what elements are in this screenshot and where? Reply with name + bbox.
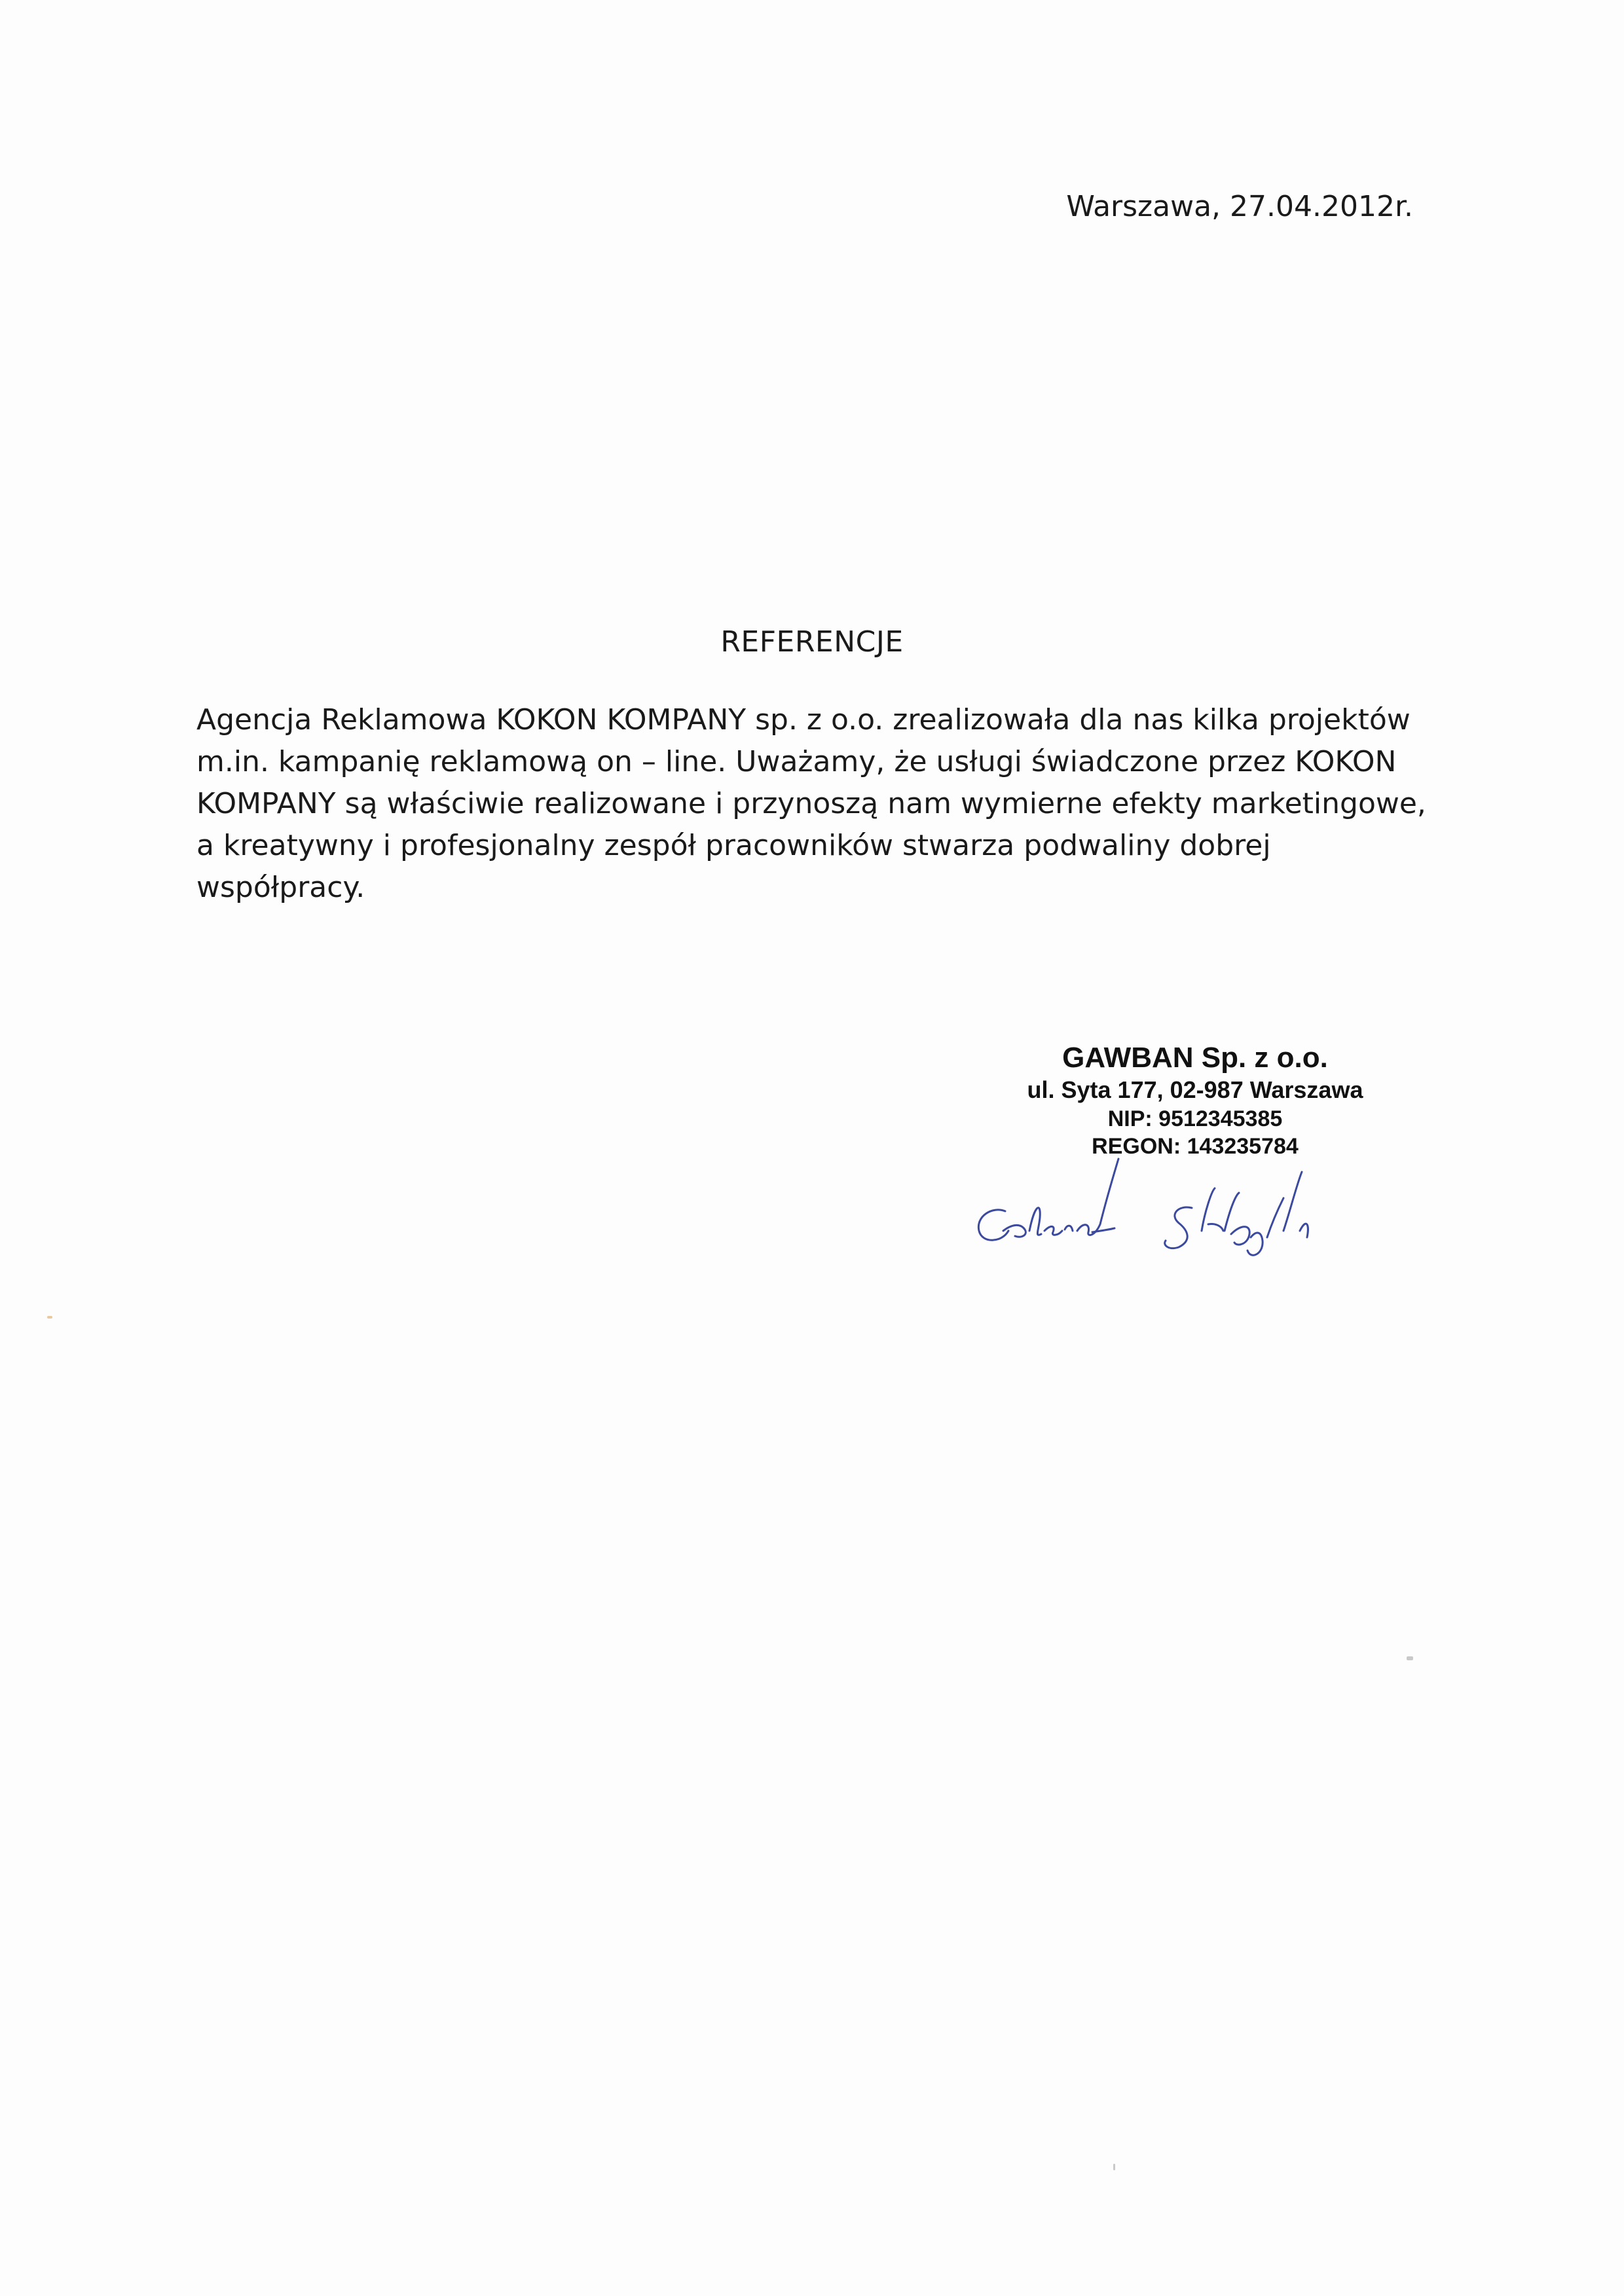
stamp-nip: NIP: 9512345385 (1107, 1106, 1283, 1131)
stamp-regon: REGON: 143235784 (1092, 1134, 1299, 1159)
letter-date: Warszawa, 27.04.2012r. (1066, 190, 1413, 223)
letter-title: REFERENCJE (720, 625, 904, 659)
letter-body: Agencja Reklamowa KOKON KOMPANY sp. z o.o. zrealizowała dla nas kilka projektów m.in. kampanię reklamową on – line. Uważamy, że usługi świadczone przez KOKON KOMPANY są właściwie realizowane i przynoszą nam wymierne efekty marketingowe, a kreatywny i profesjonalny zespół pracowników stwarza podwaliny dobrej współpracy. (196, 703, 1426, 904)
scan-speck (47, 1316, 52, 1319)
stamp-address: ul. Syta 177, 02-987 Warszawa (1027, 1076, 1363, 1103)
handwritten-signature (943, 1133, 1349, 1290)
scan-speck (1113, 2164, 1115, 2170)
stamp-company-name: GAWBAN Sp. z o.o. (1062, 1042, 1328, 1074)
scan-speck (1407, 1656, 1413, 1660)
